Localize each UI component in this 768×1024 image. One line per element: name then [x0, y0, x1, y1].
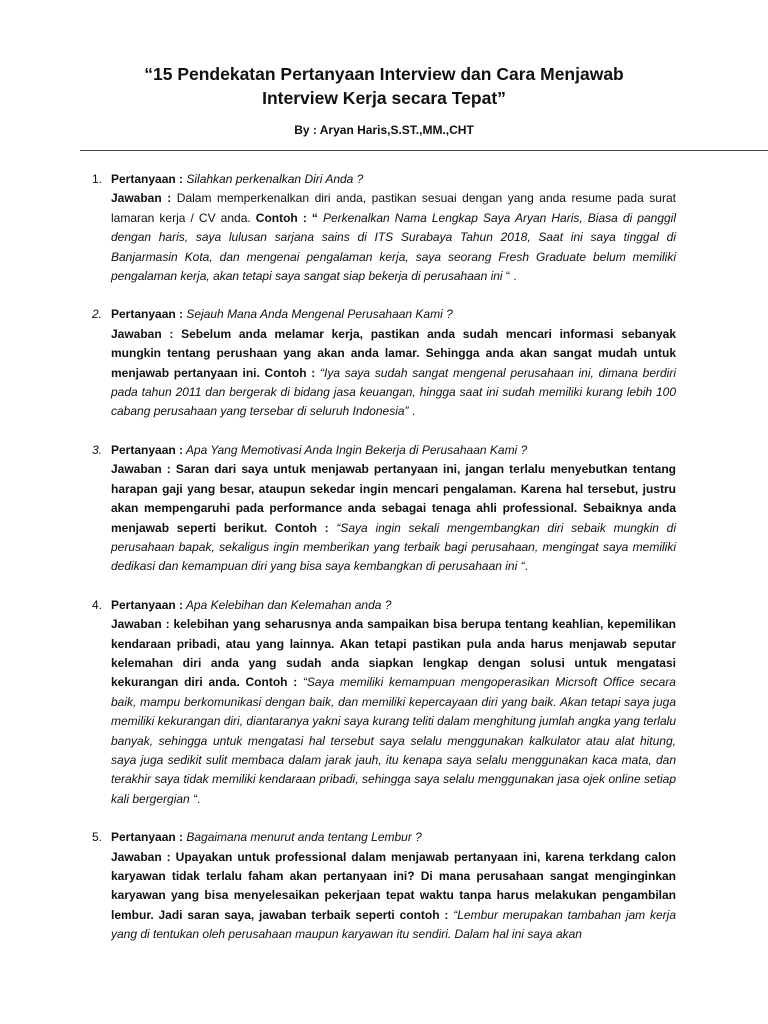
title-line-1: “15 Pendekatan Pertanyaan Interview dan Cara Menjawab — [144, 64, 624, 84]
question — [111, 828, 676, 847]
question — [111, 170, 676, 189]
horizontal-divider — [80, 150, 768, 151]
example-end: . — [524, 559, 528, 574]
question — [111, 305, 676, 324]
qa-list — [0, 170, 768, 964]
question-text: Sejauh Mana Anda Mengenal Perusahaan Kami ? — [183, 307, 453, 322]
answer-text: Sebelum anda melamar kerja, pastikan anda sudah mencari informasi sebanyak mungkin tentang perushaan yang akan anda lamar. Sehingga anda akan sangat mudah untuk menjawab pertanyaan ini. — [111, 326, 677, 380]
example-text: Perkenalkan Nama Lengkap Saya Aryan Haris, Biasa di panggil dengan haris, saya lulusan sarjana sains di ITS Surabaya Tahun 2018, Saat ini saya tinggal di Banjarmasin Kota, dan mengenai pengalaman kerja, saya seorang Fresh Graduate belum memiliki pengalaman kerja, akan tetapi saya sangat siap bekerja di perusahaan ini — [111, 210, 677, 284]
item-number: 5. — [92, 830, 103, 845]
question — [111, 441, 676, 460]
qa-item-5 — [0, 828, 768, 944]
item-number: 2. — [92, 307, 103, 322]
answer — [111, 848, 676, 945]
answer — [111, 615, 676, 809]
example-text: “Iya saya sudah sangat mengenal perusahaan ini, dimana berdiri pada tahun 2011 dan bergerak di bidang jasa keuangan, hingga saat ini sudah memiliki kurang lebih 100 cabang perusahaan yang tersebar di seluruh Indonesia” — [111, 365, 676, 419]
answer — [111, 460, 676, 576]
example-text: “Saya ingin sekali mengembangkan diri sebaik mungkin di perusahaan bapak, sekaligus ingin memberikan yang terbaik bagi perusahaan, mengingat saya memiliki dedikasi dan kemampuan diri yang bisa saya kembangkan di perusahaan ini “ — [111, 520, 676, 574]
question-text: Apa Yang Memotivasi Anda Ingin Bekerja di Perusahaan Kami ? — [183, 442, 528, 457]
qa-item-2 — [0, 305, 768, 421]
answer-text: Saran dari saya untuk menjawab pertanyaan ini, jangan terlalu menyebutkan tentang harapan gaji yang besar, ataupun sekedar ingin mencari pengalaman. Karena hal tersebut, justru akan mempengaruhi pada performance anda sebagai tenaga ahli professional. Sebaiknya anda menjawab seperti berikut. — [111, 462, 676, 535]
example-label: Contoh : — [239, 675, 298, 690]
question-text: Bagaimana menurut anda tentang Lembur ? — [183, 830, 422, 845]
answer-label: Jawaban : — [111, 462, 171, 477]
item-number: 1. — [92, 172, 103, 186]
answer-label: Jawaban : — [111, 849, 171, 864]
title-line-2: Interview Kerja secara Tepat” — [262, 88, 506, 108]
qa-item-3 — [0, 441, 768, 577]
answer-label: Jawaban : — [111, 617, 170, 632]
example-label: Contoh : — [267, 520, 329, 535]
question-text: Apa Kelebihan dan Kelemahan anda ? — [183, 597, 392, 612]
answer-text: Upayakan untuk professional dalam menjawab pertanyaan ini, karena terkdang calon karyawan tidak terlalu faham akan pertanyaan ini? Di mana perusahaan sangat menginginkan karyawan yang bisa menyelesaikan pekerjaan tepat waktu tanpa harus melakukan pengambilan lembur. Jadi saran saya, jawaban terbaik seperti contoh : — [111, 849, 676, 922]
answer-text: kelebihan yang seharusnya anda sampaikan bisa berupa tentang keahlian, kepemilikan kendaraan pribadi, atau yang lainnya. Akan tetapi pastikan pula anda harus menjawab seputar kelemahan diri anda yang sudah anda siapkan lengkap dengan solusi untuk mengatasi kekurangan diri anda. — [111, 617, 676, 690]
question-label: Pertanyaan : — [111, 597, 184, 612]
example-end: . — [197, 791, 201, 806]
qa-item-1 — [0, 170, 768, 286]
answer-label: Jawaban : — [111, 326, 174, 341]
question-text: Silahkan perkenalkan Diri Anda ? — [183, 172, 364, 186]
qa-item-4 — [0, 596, 768, 809]
question-label: Pertanyaan : — [111, 172, 184, 186]
author-line: By : Aryan Haris,S.ST.,MM.,CHT — [294, 123, 474, 137]
question-label: Pertanyaan : — [111, 830, 184, 845]
example-text: “Lembur merupakan tambahan jam kerja yang di tentukan oleh perusahaan maupun karyawan itu sendiri. Dalam hal ini saya akan — [111, 907, 676, 942]
answer — [111, 189, 676, 286]
question-label: Pertanyaan : — [111, 442, 184, 457]
example-text: “Saya memiliki kemampuan mengoperasikan Micrsoft Office secara baik, mampu berkomunikasi dengan baik, dan memiliki kepercayaan diri yang baik. Akan tetapi saya juga memiliki kekurangan diri, diantaranya yakni saya kurang teliti dalam menghitung jumlah angka yang terlalu banyak, sehingga untuk mengatasi hal tersebut saya selalu menggunakan kalkulator atau alat hitung, saya juga sedikit sulit membaca dalam jarak jauh, itu kenapa saya selalu menggunakan kaca mata, dan terakhir saya tidak memiliki kendaraan pribadi, sehingga saya selalu menggunakan jasa ojek online setiap kali bergergian “ — [111, 675, 676, 806]
answer — [111, 325, 676, 422]
item-number: 3. — [92, 442, 103, 457]
example-label: Contoh : — [259, 365, 316, 380]
question-label: Pertanyaan : — [111, 307, 184, 322]
answer-text: Dalam memperkenalkan diri anda, pastikan sesuai dengan yang anda resume pada surat lamaran kerja / CV anda. — [111, 191, 676, 225]
example-end: . — [408, 404, 416, 419]
example-label: Contoh : “ — [250, 210, 318, 225]
question — [111, 596, 676, 615]
example-end: “ . — [505, 269, 517, 284]
document-title — [60, 62, 708, 110]
answer-label: Jawaban : — [111, 191, 172, 206]
item-number: 4. — [92, 597, 103, 612]
